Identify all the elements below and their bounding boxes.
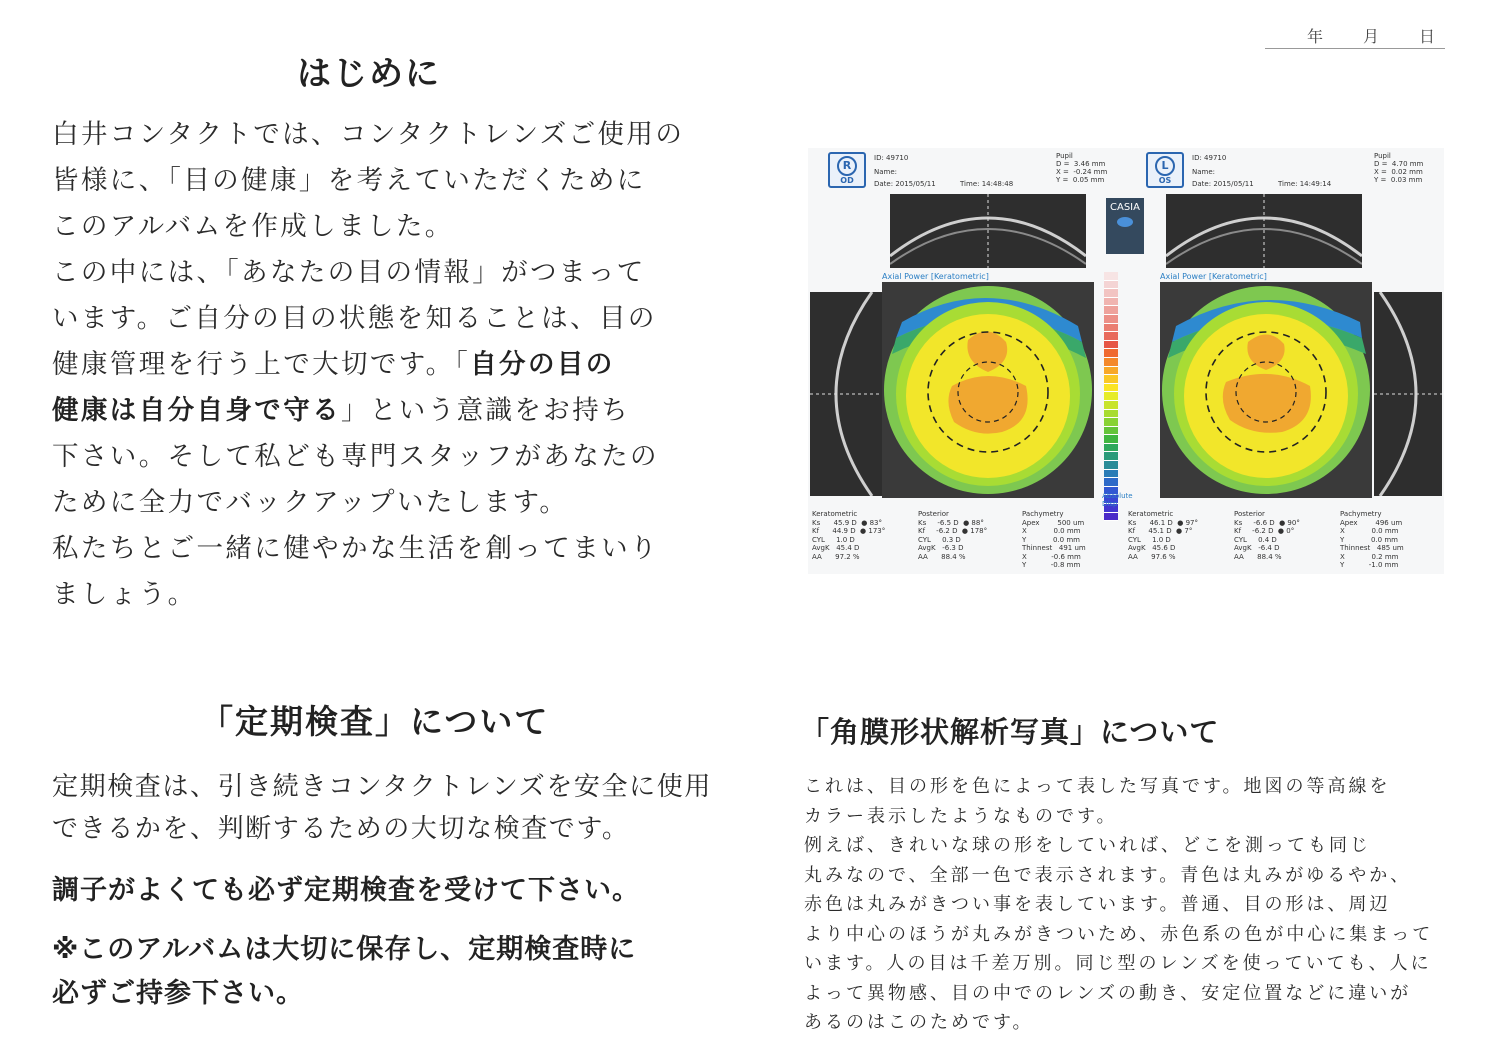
analysis-text	[804, 772, 1454, 1038]
scale-swatch	[1104, 375, 1118, 384]
right-eye-pupil: Pupil D = 3.46 mm X = -0.24 mm Y = 0.05 mm	[1056, 152, 1108, 184]
intro-line: います。ご自分の目の状態を知ることは、目の	[52, 303, 657, 334]
checkup-line: 定期検査は、引き続きコンタクトレンズを安全に使用	[52, 772, 712, 802]
scale-swatch	[1104, 358, 1118, 367]
scale-swatch	[1104, 513, 1118, 522]
intro-line: このアルバムを作成しました。	[52, 211, 454, 242]
intro-line: 下さい。そして私ども専門スタッフがあなたの	[52, 441, 659, 472]
right-eye-date: Date: 2015/05/11	[874, 180, 936, 188]
scale-swatch	[1104, 332, 1118, 341]
note-line: 必ずご持参下さい。	[52, 978, 304, 1009]
right-vertical-oct	[810, 292, 882, 496]
analysis-line: あるのはこのためです。	[804, 1012, 1034, 1033]
intro-line: 白井コンタクトでは、コンタクトレンズご使用の	[52, 119, 685, 150]
analysis-line: 丸みなので、全部一色で表示されます。青色は丸みがゆるやか、	[804, 864, 1412, 886]
color-scale-bar	[1104, 272, 1122, 521]
intro-title: はじめに	[297, 54, 441, 94]
scale-swatch	[1104, 452, 1118, 461]
date-field	[1265, 22, 1445, 49]
logo-eye-icon	[1117, 217, 1133, 227]
scale-swatch	[1104, 478, 1118, 487]
intro-line: 健康管理を行う上で大切です。「自分の目の	[52, 349, 615, 380]
left-eye-badge: L OS	[1146, 152, 1184, 188]
scale-swatch	[1104, 289, 1118, 298]
intro-text	[52, 112, 712, 618]
checkup-title: 「定期検査」について	[200, 702, 550, 741]
right-axial-map	[882, 282, 1094, 498]
analysis-line: よって異物感、目の中でのレンズの動き、安定位置などに違いが	[804, 982, 1412, 1004]
checkup-note	[52, 928, 636, 1016]
right-eye-badge: R OD	[828, 152, 866, 188]
intro-emphasis: 健康は自分自身で守る	[52, 395, 341, 426]
eye-icon: L	[1155, 156, 1175, 176]
scale-swatch	[1104, 444, 1118, 453]
intro-line: ましょう。	[52, 579, 197, 610]
day-label: 日	[1419, 27, 1436, 46]
left-eye-date: Date: 2015/05/11	[1192, 180, 1254, 188]
analysis-line: 赤色は丸みがきつい事を表しています。普通、目の形は、周辺	[804, 894, 1391, 915]
scale-swatch	[1104, 281, 1118, 290]
right-posterior-table: Posterior Ks -6.5 D ● 88° Kf -6.2 D ● 178° CYL 0.3 D AvgK -6.3 D AA 88.4 %	[918, 510, 988, 561]
left-posterior-table: Posterior Ks -6.6 D ● 90° Kf -6.2 D ● 0° CYL 0.4 D AvgK -6.4 D AA 88.4 %	[1234, 510, 1300, 561]
scale-swatch	[1104, 298, 1118, 307]
intro-line: 健康は自分自身で守る」という意識をお持ち	[52, 395, 630, 426]
intro-line: 皆様に、「目の健康」を考えていただくために	[52, 165, 646, 196]
scale-swatch	[1104, 367, 1118, 376]
analysis-title: 「角膜形状解析写真」について	[800, 715, 1220, 749]
right-eye-name: Name:	[874, 168, 898, 176]
scale-swatch	[1104, 315, 1118, 324]
scale-swatch	[1104, 384, 1118, 393]
left-map-title: Axial Power [Keratometric]	[1160, 272, 1267, 281]
analysis-line: これは、目の形を色によって表した写真です。地図の等高線を	[804, 776, 1391, 797]
month-label: 月	[1363, 27, 1380, 46]
checkup-text	[52, 766, 712, 850]
left-axial-map	[1160, 282, 1372, 498]
right-oct-scan	[890, 194, 1086, 268]
checkup-emphasis: 調子がよくても必ず定期検査を受けて下さい。	[52, 875, 640, 906]
casia-logo: CASIA	[1106, 198, 1144, 254]
left-oct-scan	[1166, 194, 1362, 268]
right-map-title: Axial Power [Keratometric]	[882, 272, 989, 281]
scale-swatch	[1104, 435, 1118, 444]
checkup-line: できるかを、判断するための大切な検査です。	[52, 814, 630, 844]
left-pachymetry-table: Pachymetry Apex 496 um X 0.0 mm Y 0.0 mm Thinnest 485 um X 0.2 mm Y -1.0 mm	[1340, 510, 1404, 569]
scale-swatch	[1104, 349, 1118, 358]
scale-swatch	[1104, 401, 1118, 410]
scale-swatch	[1104, 306, 1118, 315]
scale-swatch	[1104, 324, 1118, 333]
scale-footer: Absolute Disp	[1102, 492, 1133, 508]
analysis-line: カラー表示したようなものです。	[804, 805, 1118, 827]
right-eye-id: ID: 49710	[874, 154, 909, 162]
scale-swatch	[1104, 341, 1118, 350]
left-vertical-oct	[1374, 292, 1442, 496]
analysis-line: います。人の目は千差万別。同じ型のレンズを使っていても、人に	[804, 953, 1432, 974]
year-label: 年	[1307, 27, 1324, 46]
left-eye-pupil: Pupil D = 4.70 mm X = 0.02 mm Y = 0.03 mm	[1374, 152, 1424, 184]
left-eye-time: Time: 14:49:14	[1278, 180, 1332, 188]
left-eye-id: ID: 49710	[1192, 154, 1227, 162]
corneal-topography-image	[808, 148, 1444, 574]
intro-line: この中には、「あなたの目の情報」がつまって	[52, 257, 646, 288]
analysis-line: より中心のほうが丸みがきついため、赤色系の色が中心に集まって	[804, 923, 1434, 945]
scale-swatch	[1104, 418, 1118, 427]
scale-swatch	[1104, 427, 1118, 436]
right-keratometric-table: Keratometric Ks 45.9 D ● 83° Kf 44.9 D ● 173° CYL 1.0 D AvgK 45.4 D AA 97.2 %	[812, 510, 886, 561]
scale-swatch	[1104, 410, 1118, 419]
scale-swatch	[1104, 461, 1118, 470]
left-keratometric-table: Keratometric Ks 46.1 D ● 97° Kf 45.1 D ● 7° CYL 1.0 D AvgK 45.6 D AA 97.6 %	[1128, 510, 1198, 561]
right-pachymetry-table: Pachymetry Apex 500 um X 0.0 mm Y 0.0 mm Thinnest 491 um X -0.6 mm Y -0.8 mm	[1022, 510, 1086, 569]
intro-emphasis: 自分の目の	[470, 349, 615, 380]
right-eye-time: Time: 14:48:48	[960, 180, 1014, 188]
note-line: ※このアルバムは大切に保存し、定期検査時に	[52, 934, 637, 965]
left-eye-name: Name:	[1192, 168, 1216, 176]
eye-icon: R	[837, 156, 857, 176]
intro-line: 私たちとご一緒に健やかな生活を創ってまいり	[52, 533, 659, 564]
scale-swatch	[1104, 392, 1118, 401]
scale-swatch	[1104, 272, 1118, 281]
scale-swatch	[1104, 470, 1118, 479]
intro-line: ために全力でバックアップいたします。	[52, 487, 569, 518]
analysis-line: 例えば、きれいな球の形をしていれば、どこを測っても同じ	[804, 835, 1371, 856]
